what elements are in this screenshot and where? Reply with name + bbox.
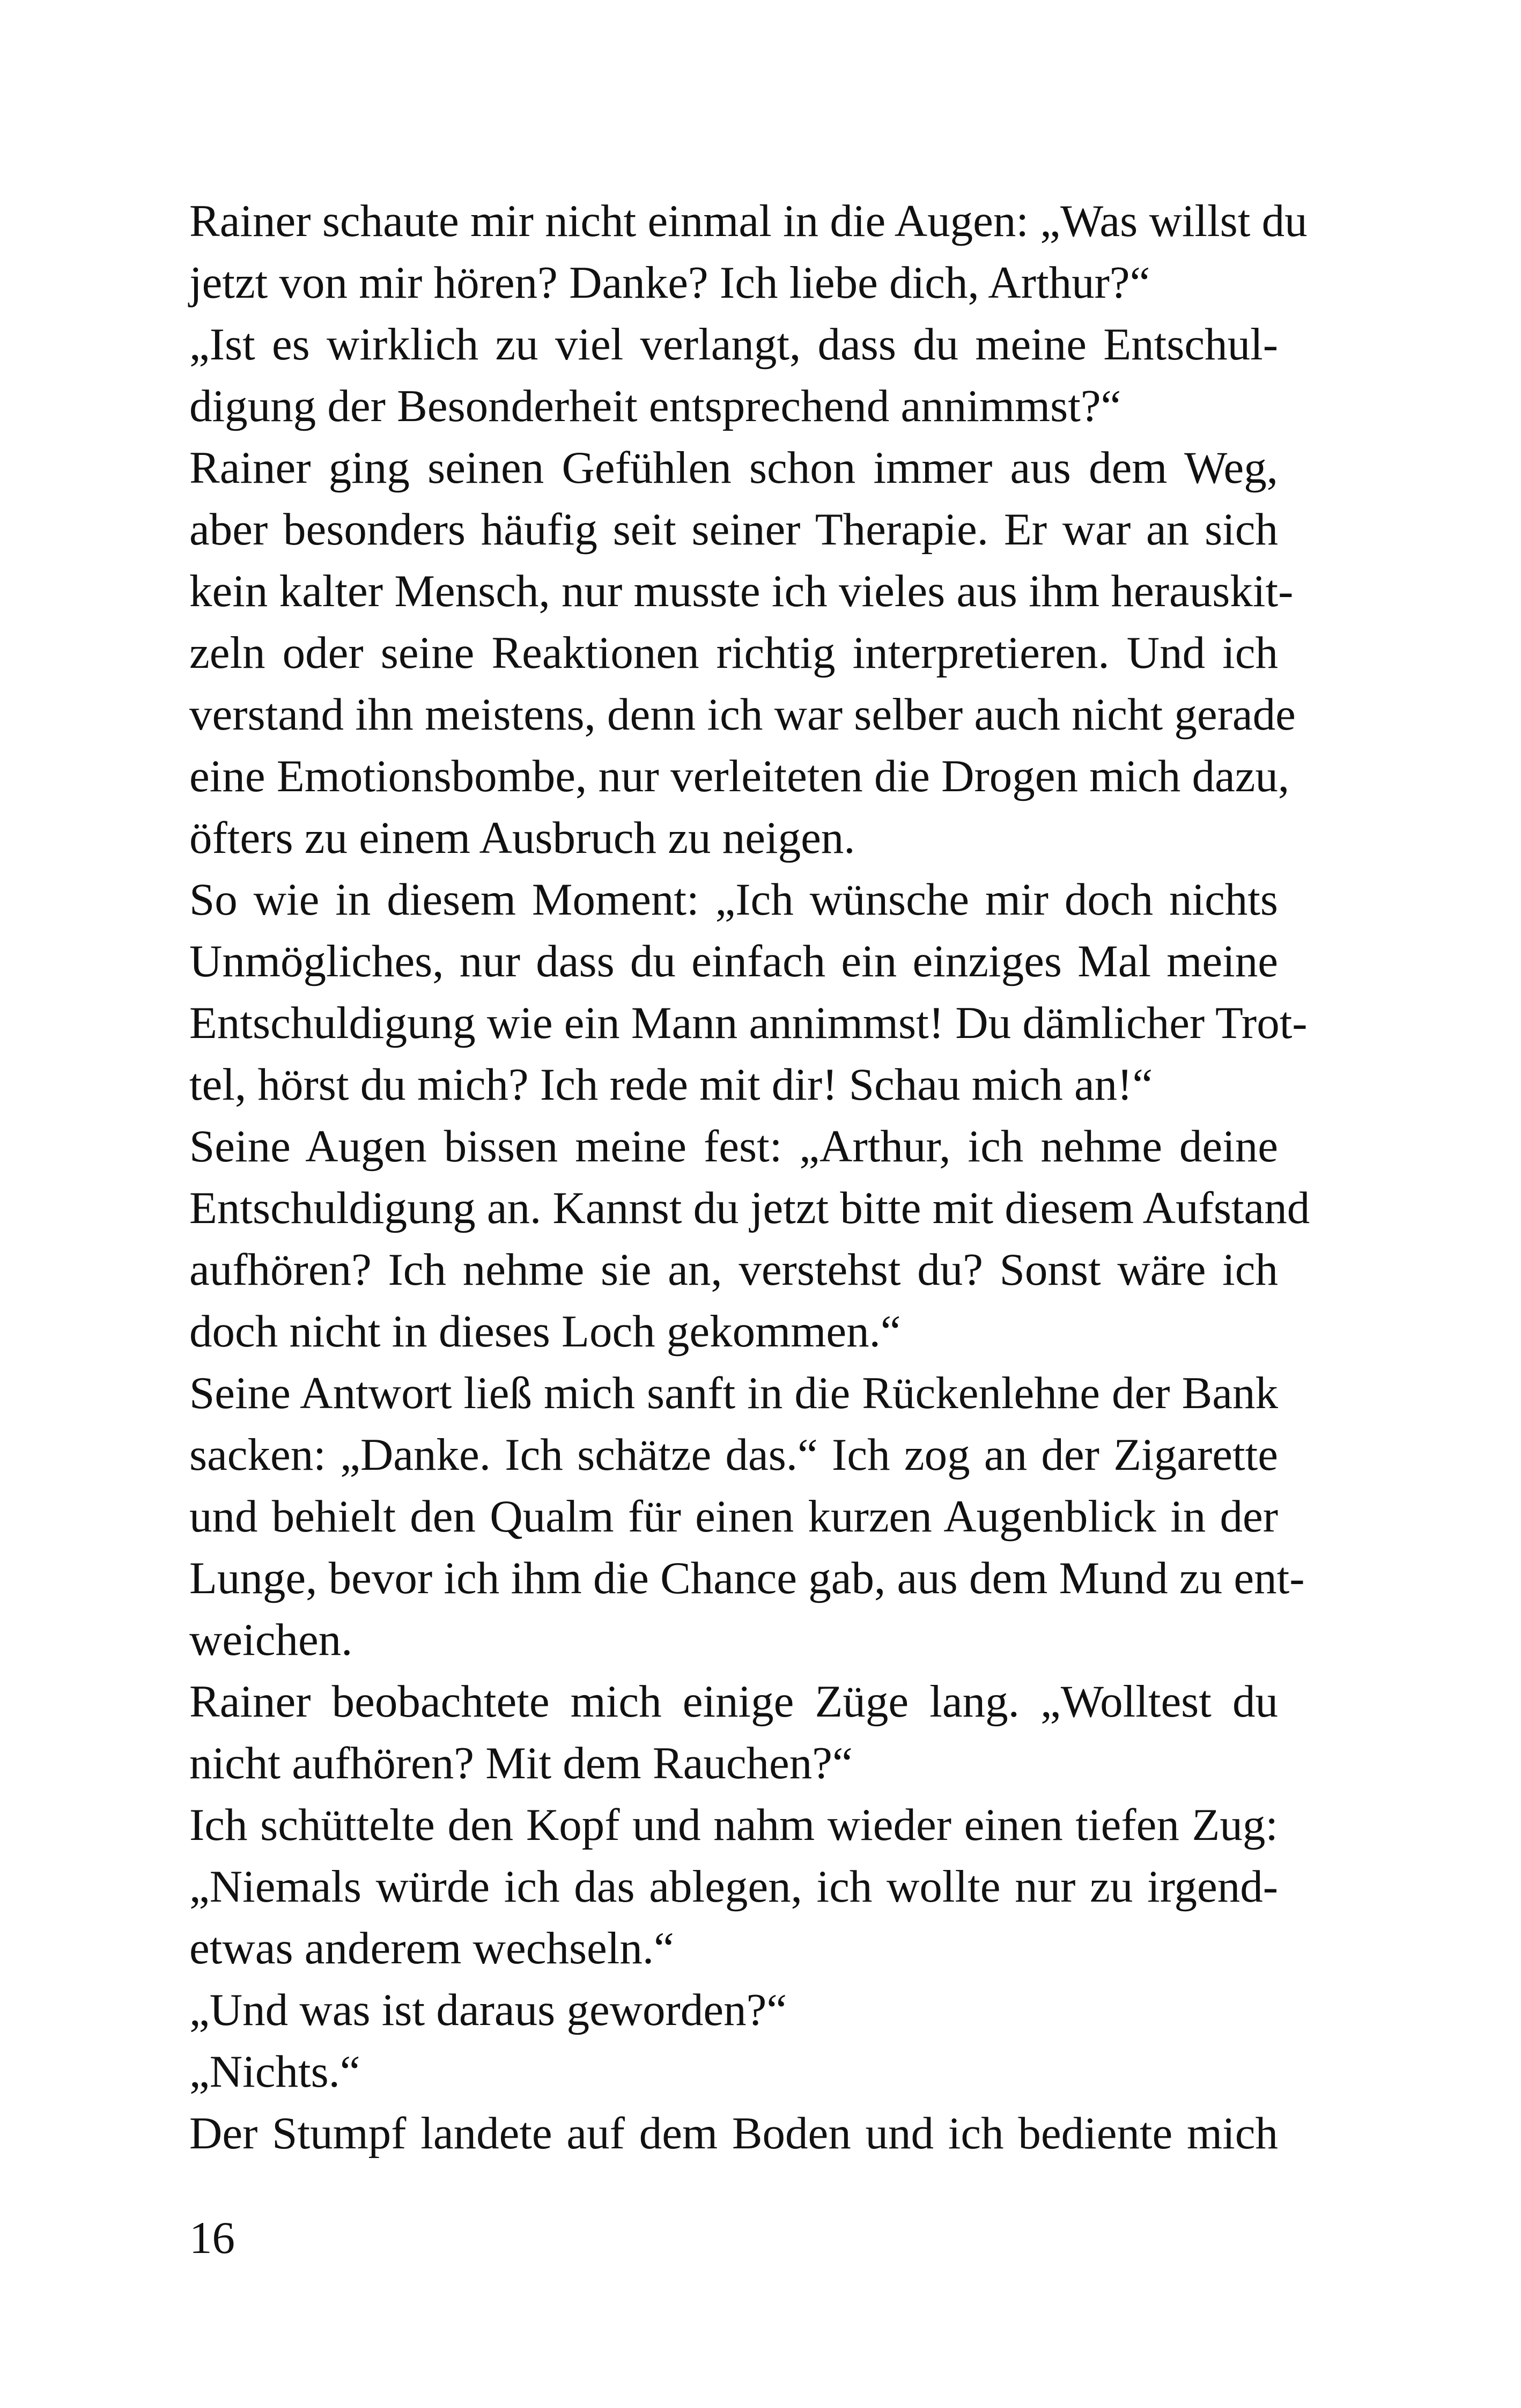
text-line: doch nicht in dieses Loch gekommen.“	[189, 1306, 901, 1357]
body-text	[189, 190, 1310, 2164]
text-line: Entschuldigung wie ein Mann annimmst! Du dämlicher Trot-	[189, 998, 1308, 1048]
text-line: eine Emotionsbombe, nur verleiteten die Drogen mich dazu,	[189, 751, 1290, 801]
text-line: aber besonders häufig seit seiner Therapie. Er war an sich	[189, 504, 1278, 555]
text-line: Der Stumpf landete auf dem Boden und ich bediente mich	[189, 2108, 1278, 2159]
text-line: Seine Augen bissen meine fest: „Arthur, ich nehme deine	[189, 1121, 1278, 1172]
text-line: „Ist es wirklich zu viel verlangt, dass du meine Entschul-	[189, 319, 1278, 370]
text-line: Entschuldigung an. Kannst du jetzt bitte mit diesem Aufstand	[189, 1183, 1310, 1233]
text-line: Seine Antwort ließ mich sanft in die Rückenlehne der Bank	[189, 1368, 1278, 1418]
text-line: Rainer beobachtete mich einige Züge lang. „Wolltest du	[189, 1676, 1278, 1727]
text-line: digung der Besonderheit entsprechend annimmst?“	[189, 381, 1121, 431]
text-line: tel, hörst du mich? Ich rede mit dir! Schau mich an!“	[189, 1059, 1153, 1110]
text-line: und behielt den Qualm für einen kurzen Augenblick in der	[189, 1491, 1278, 1542]
text-line: aufhören? Ich nehme sie an, verstehst du? Sonst wäre ich	[189, 1244, 1278, 1295]
text-line: Unmögliches, nur dass du einfach ein einziges Mal meine	[189, 936, 1278, 986]
page-number: 16	[189, 2213, 235, 2263]
text-line: verstand ihn meistens, denn ich war selber auch nicht gerade	[189, 689, 1296, 740]
text-line: jetzt von mir hören? Danke? Ich liebe dich, Arthur?“	[189, 257, 1150, 308]
text-line: kein kalter Mensch, nur musste ich vieles aus ihm herauskit-	[189, 566, 1294, 616]
text-line: So wie in diesem Moment: „Ich wünsche mir doch nichts	[189, 874, 1278, 925]
text-line: Rainer schaute mir nicht einmal in die Augen: „Was willst du	[189, 196, 1308, 246]
text-line: zeln oder seine Reaktionen richtig interpretieren. Und ich	[189, 628, 1278, 678]
text-line: etwas anderem wechseln.“	[189, 1923, 674, 1973]
text-line: nicht aufhören? Mit dem Rauchen?“	[189, 1738, 853, 1788]
text-line: weichen.	[189, 1615, 353, 1665]
text-line: sacken: „Danke. Ich schätze das.“ Ich zog an der Zigarette	[189, 1430, 1278, 1480]
text-line: öfters zu einem Ausbruch zu neigen.	[189, 813, 855, 863]
text-line: Lunge, bevor ich ihm die Chance gab, aus dem Mund zu ent-	[189, 1553, 1305, 1603]
text-line: „Niemals würde ich das ablegen, ich wollte nur zu irgend-	[189, 1861, 1278, 1912]
text-line: „Und was ist daraus geworden?“	[189, 1985, 787, 2035]
text-line: Ich schüttelte den Kopf und nahm wieder einen tiefen Zug:	[189, 1800, 1278, 1850]
text-line: „Nichts.“	[189, 2046, 360, 2097]
text-line: Rainer ging seinen Gefühlen schon immer aus dem Weg,	[189, 443, 1278, 493]
